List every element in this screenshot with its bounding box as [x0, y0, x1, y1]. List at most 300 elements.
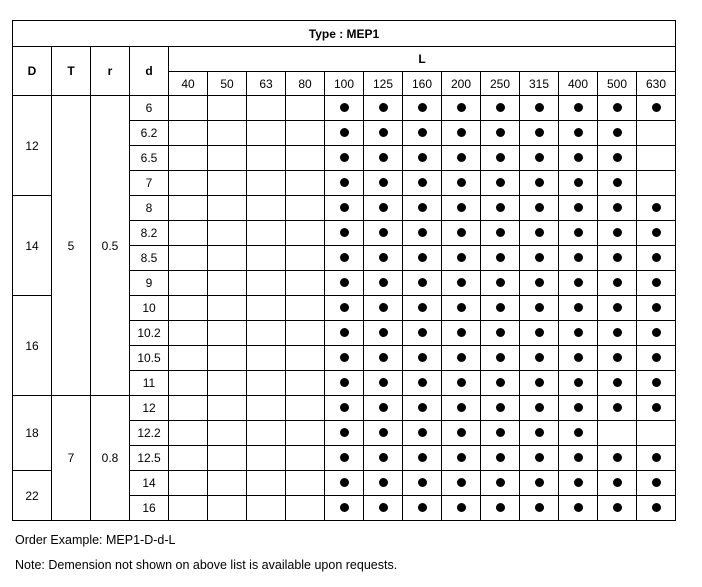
availability-dot [613, 378, 622, 387]
r-cell: 0.5 [91, 96, 130, 396]
availability-dot [496, 303, 505, 312]
availability-dot [340, 103, 349, 112]
availability-cell [442, 146, 481, 171]
d-outer-cell: 16 [13, 296, 52, 396]
availability-cell [364, 396, 403, 421]
availability-dot [379, 178, 388, 187]
d-inner-cell: 8.5 [130, 246, 169, 271]
r-cell: 0.8 [91, 396, 130, 521]
availability-cell [520, 121, 559, 146]
availability-cell [169, 446, 208, 471]
availability-cell [364, 196, 403, 221]
availability-cell [364, 471, 403, 496]
availability-dot [379, 378, 388, 387]
availability-cell [520, 421, 559, 446]
availability-dot [652, 253, 661, 262]
availability-dot [340, 303, 349, 312]
availability-dot [496, 228, 505, 237]
availability-cell [481, 296, 520, 321]
availability-cell [286, 396, 325, 421]
availability-cell [208, 396, 247, 421]
availability-cell [520, 221, 559, 246]
availability-cell [598, 446, 637, 471]
availability-cell [208, 171, 247, 196]
availability-cell [442, 296, 481, 321]
availability-dot [652, 203, 661, 212]
availability-cell [169, 396, 208, 421]
availability-cell [325, 471, 364, 496]
availability-dot [652, 328, 661, 337]
availability-cell [481, 346, 520, 371]
l-value-header: 50 [208, 72, 247, 96]
availability-dot [613, 178, 622, 187]
availability-dot [418, 203, 427, 212]
availability-cell [286, 96, 325, 121]
availability-dot [457, 128, 466, 137]
availability-cell [247, 421, 286, 446]
availability-cell [403, 396, 442, 421]
availability-dot [340, 153, 349, 162]
availability-cell [598, 246, 637, 271]
availability-cell [520, 321, 559, 346]
availability-dot [379, 153, 388, 162]
availability-dot [418, 378, 427, 387]
availability-dot [652, 378, 661, 387]
availability-dot [613, 278, 622, 287]
availability-cell [598, 271, 637, 296]
availability-cell [247, 171, 286, 196]
availability-cell [247, 246, 286, 271]
availability-cell [637, 246, 676, 271]
availability-dot [379, 203, 388, 212]
availability-dot [379, 278, 388, 287]
availability-dot [379, 128, 388, 137]
availability-cell [520, 171, 559, 196]
availability-cell [247, 321, 286, 346]
availability-dot [535, 203, 544, 212]
availability-cell [598, 146, 637, 171]
availability-dot [574, 428, 583, 437]
availability-dot [379, 478, 388, 487]
d-inner-cell: 10.2 [130, 321, 169, 346]
availability-dot [496, 328, 505, 337]
availability-cell [286, 346, 325, 371]
availability-cell [637, 171, 676, 196]
availability-dot [574, 303, 583, 312]
availability-cell [403, 496, 442, 521]
availability-dot [496, 478, 505, 487]
availability-cell [364, 321, 403, 346]
availability-cell [598, 121, 637, 146]
availability-dot [496, 453, 505, 462]
availability-dot [652, 103, 661, 112]
availability-dot [418, 453, 427, 462]
d-inner-cell: 12.2 [130, 421, 169, 446]
availability-dot [613, 328, 622, 337]
availability-cell [247, 121, 286, 146]
availability-cell [442, 396, 481, 421]
t-cell: 5 [52, 96, 91, 396]
availability-dot [613, 128, 622, 137]
availability-dot [652, 478, 661, 487]
availability-dot [613, 303, 622, 312]
availability-dot [340, 428, 349, 437]
availability-dot [574, 153, 583, 162]
availability-cell [208, 421, 247, 446]
availability-dot [496, 253, 505, 262]
availability-cell [364, 146, 403, 171]
availability-dot [535, 453, 544, 462]
availability-cell [286, 121, 325, 146]
availability-cell [598, 496, 637, 521]
availability-cell [637, 471, 676, 496]
order-example: Order Example: MEP1-D-d-L [15, 533, 176, 547]
availability-cell [169, 421, 208, 446]
availability-dot [574, 353, 583, 362]
availability-cell [364, 171, 403, 196]
availability-dot [574, 478, 583, 487]
availability-dot [457, 428, 466, 437]
table-title: Type : MEP1 [13, 21, 676, 47]
availability-cell [442, 121, 481, 146]
availability-dot [418, 278, 427, 287]
d-inner-cell: 6.2 [130, 121, 169, 146]
availability-cell [442, 271, 481, 296]
availability-cell [559, 271, 598, 296]
availability-cell [169, 171, 208, 196]
availability-dot [496, 203, 505, 212]
availability-cell [637, 96, 676, 121]
availability-dot [418, 328, 427, 337]
availability-cell [520, 396, 559, 421]
availability-cell [364, 446, 403, 471]
availability-dot [574, 253, 583, 262]
availability-cell [520, 446, 559, 471]
availability-cell [559, 471, 598, 496]
availability-cell [325, 321, 364, 346]
availability-dot [379, 428, 388, 437]
availability-dot [535, 403, 544, 412]
availability-cell [208, 346, 247, 371]
availability-cell [325, 371, 364, 396]
availability-cell [286, 196, 325, 221]
availability-cell [247, 396, 286, 421]
availability-cell [598, 321, 637, 346]
availability-dot [418, 228, 427, 237]
availability-cell [442, 421, 481, 446]
availability-cell [169, 371, 208, 396]
availability-cell [481, 446, 520, 471]
availability-cell [442, 446, 481, 471]
availability-cell [403, 421, 442, 446]
d-inner-cell: 12.5 [130, 446, 169, 471]
availability-cell [208, 371, 247, 396]
availability-cell [442, 196, 481, 221]
availability-dot [574, 503, 583, 512]
availability-cell [637, 196, 676, 221]
availability-cell [286, 446, 325, 471]
availability-cell [442, 471, 481, 496]
availability-dot [418, 403, 427, 412]
availability-dot [379, 228, 388, 237]
availability-cell [481, 221, 520, 246]
availability-cell [559, 96, 598, 121]
availability-dot [496, 503, 505, 512]
availability-cell [637, 346, 676, 371]
availability-dot [574, 403, 583, 412]
availability-dot [496, 128, 505, 137]
d-outer-cell: 12 [13, 96, 52, 196]
availability-cell [169, 246, 208, 271]
availability-cell [403, 96, 442, 121]
availability-cell [169, 221, 208, 246]
availability-cell [169, 196, 208, 221]
d-inner-cell: 7 [130, 171, 169, 196]
d-outer-cell: 14 [13, 196, 52, 296]
availability-dot [340, 378, 349, 387]
availability-dot [496, 378, 505, 387]
availability-cell [637, 421, 676, 446]
availability-cell [247, 271, 286, 296]
availability-cell [169, 271, 208, 296]
availability-cell [247, 196, 286, 221]
availability-cell [481, 271, 520, 296]
availability-dot [457, 278, 466, 287]
availability-dot [535, 278, 544, 287]
d-inner-cell: 9 [130, 271, 169, 296]
availability-cell [559, 221, 598, 246]
availability-dot [652, 453, 661, 462]
availability-cell [481, 321, 520, 346]
availability-dot [535, 128, 544, 137]
availability-cell [325, 146, 364, 171]
availability-cell [520, 371, 559, 396]
availability-cell [481, 96, 520, 121]
availability-cell [286, 321, 325, 346]
availability-dot [574, 278, 583, 287]
availability-cell [520, 246, 559, 271]
availability-cell [325, 496, 364, 521]
availability-dot [418, 303, 427, 312]
l-value-header: 200 [442, 72, 481, 96]
availability-cell [169, 121, 208, 146]
availability-cell [559, 321, 598, 346]
availability-cell [286, 421, 325, 446]
availability-cell [559, 446, 598, 471]
header-d: d [130, 47, 169, 96]
availability-cell [364, 296, 403, 321]
availability-dot [340, 203, 349, 212]
availability-dot [496, 178, 505, 187]
availability-cell [364, 421, 403, 446]
availability-dot [574, 328, 583, 337]
availability-dot [574, 378, 583, 387]
availability-cell [637, 271, 676, 296]
availability-cell [325, 171, 364, 196]
availability-dot [418, 103, 427, 112]
availability-dot [418, 428, 427, 437]
availability-cell [481, 146, 520, 171]
availability-cell [325, 246, 364, 271]
l-value-header: 250 [481, 72, 520, 96]
l-value-header: 400 [559, 72, 598, 96]
availability-dot [457, 353, 466, 362]
availability-cell [520, 271, 559, 296]
availability-dot [418, 128, 427, 137]
availability-dot [418, 253, 427, 262]
availability-dot [613, 103, 622, 112]
availability-cell [208, 496, 247, 521]
availability-dot [340, 503, 349, 512]
availability-cell [247, 146, 286, 171]
availability-dot [457, 253, 466, 262]
availability-dot [457, 178, 466, 187]
availability-cell [364, 271, 403, 296]
availability-cell [208, 271, 247, 296]
availability-dot [613, 353, 622, 362]
availability-dot [535, 303, 544, 312]
header-T: T [52, 47, 91, 96]
availability-cell [403, 196, 442, 221]
availability-cell [208, 96, 247, 121]
availability-dot [379, 253, 388, 262]
d-outer-cell: 18 [13, 396, 52, 471]
availability-cell [286, 496, 325, 521]
availability-cell [325, 396, 364, 421]
availability-cell [520, 346, 559, 371]
availability-cell [403, 346, 442, 371]
availability-cell [559, 121, 598, 146]
availability-cell [481, 496, 520, 521]
availability-dot [613, 153, 622, 162]
availability-dot [652, 403, 661, 412]
availability-cell [442, 171, 481, 196]
d-inner-cell: 11 [130, 371, 169, 396]
availability-cell [286, 471, 325, 496]
availability-dot [574, 453, 583, 462]
availability-cell [208, 246, 247, 271]
l-value-header: 80 [286, 72, 325, 96]
availability-cell [325, 196, 364, 221]
availability-cell [598, 196, 637, 221]
availability-cell [286, 146, 325, 171]
availability-dot [379, 503, 388, 512]
availability-cell [442, 496, 481, 521]
availability-dot [457, 153, 466, 162]
availability-dot [496, 353, 505, 362]
availability-cell [520, 146, 559, 171]
availability-cell [637, 221, 676, 246]
availability-cell [364, 346, 403, 371]
availability-cell [559, 146, 598, 171]
availability-cell [598, 96, 637, 121]
availability-cell [520, 496, 559, 521]
availability-cell [637, 146, 676, 171]
availability-dot [457, 328, 466, 337]
availability-cell [364, 496, 403, 521]
availability-dot [613, 403, 622, 412]
availability-dot [379, 403, 388, 412]
l-value-header: 315 [520, 72, 559, 96]
d-inner-cell: 6.5 [130, 146, 169, 171]
availability-dot [652, 228, 661, 237]
availability-cell [442, 321, 481, 346]
availability-cell [169, 96, 208, 121]
availability-dot [496, 103, 505, 112]
availability-dot [574, 178, 583, 187]
availability-cell [247, 346, 286, 371]
availability-dot [340, 128, 349, 137]
availability-dot [340, 328, 349, 337]
availability-cell [442, 346, 481, 371]
availability-cell [169, 321, 208, 346]
l-value-header: 63 [247, 72, 286, 96]
availability-dot [418, 478, 427, 487]
availability-dot [574, 203, 583, 212]
availability-cell [559, 246, 598, 271]
availability-cell [442, 96, 481, 121]
availability-dot [379, 303, 388, 312]
availability-dot [379, 328, 388, 337]
availability-cell [403, 321, 442, 346]
availability-cell [403, 246, 442, 271]
availability-dot [613, 478, 622, 487]
availability-dot [535, 228, 544, 237]
availability-cell [247, 296, 286, 321]
availability-cell [559, 171, 598, 196]
availability-cell [169, 296, 208, 321]
availability-cell [481, 196, 520, 221]
l-value-header: 500 [598, 72, 637, 96]
availability-dot [457, 403, 466, 412]
availability-cell [481, 171, 520, 196]
availability-dot [379, 103, 388, 112]
availability-dot [340, 453, 349, 462]
header-r: r [91, 47, 130, 96]
availability-cell [442, 221, 481, 246]
availability-cell [598, 421, 637, 446]
availability-cell [325, 121, 364, 146]
availability-cell [481, 396, 520, 421]
availability-cell [559, 296, 598, 321]
l-value-header: 100 [325, 72, 364, 96]
availability-cell [598, 396, 637, 421]
spec-table [12, 20, 676, 521]
availability-dot [613, 253, 622, 262]
availability-dot [340, 178, 349, 187]
header-L: L [169, 47, 676, 72]
availability-cell [481, 471, 520, 496]
availability-cell [559, 346, 598, 371]
header-D: D [13, 47, 52, 96]
availability-cell [598, 371, 637, 396]
availability-dot [652, 278, 661, 287]
availability-cell [403, 471, 442, 496]
availability-cell [286, 221, 325, 246]
availability-cell [520, 296, 559, 321]
d-inner-cell: 6 [130, 96, 169, 121]
availability-cell [637, 321, 676, 346]
availability-dot [535, 378, 544, 387]
availability-cell [364, 246, 403, 271]
availability-dot [535, 478, 544, 487]
availability-cell [403, 271, 442, 296]
availability-cell [520, 96, 559, 121]
availability-note: Note: Demension not shown on above list is available upon requests. [15, 558, 398, 572]
availability-dot [340, 478, 349, 487]
availability-cell [325, 96, 364, 121]
availability-dot [340, 278, 349, 287]
